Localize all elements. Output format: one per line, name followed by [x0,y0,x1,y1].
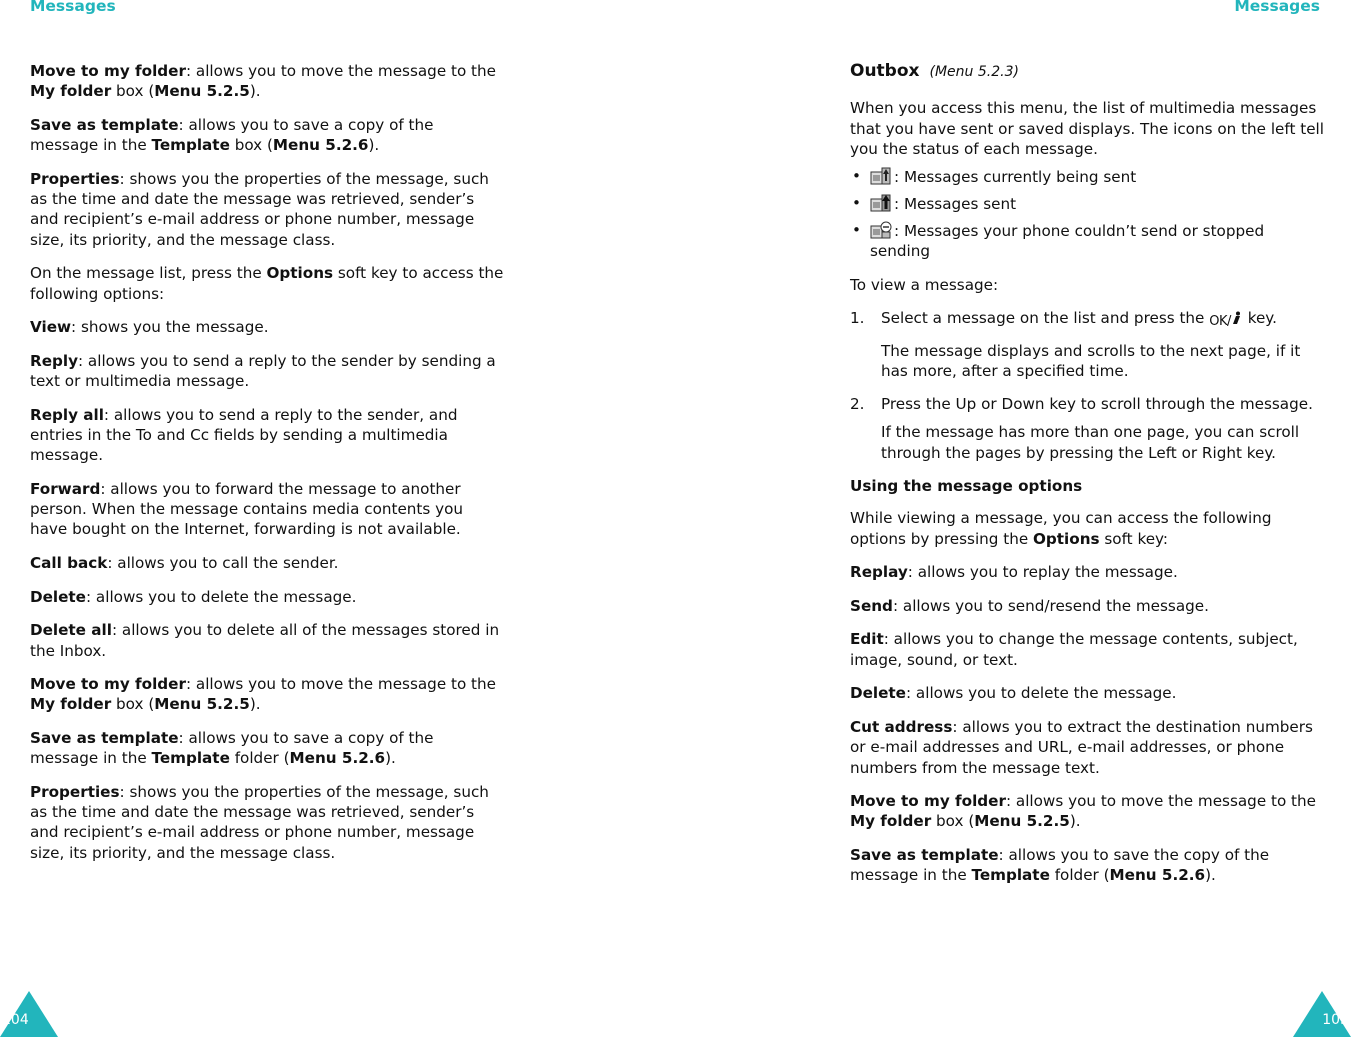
page-number-left: 104 [0,989,58,1037]
info-icon [1231,311,1243,325]
option-save-as-template-right: Save as template: allows you to save the copy of the message in the Template folder (Menu 5.2.6). [850,845,1270,885]
option-view: View: shows you the message. [30,318,269,337]
menu-reference: (Menu 5.2.3) [929,64,1019,80]
option-save-as-template-2: Save as template: allows you to save a copy of the message in the Template folder (Menu 5.2.6). [30,728,434,768]
option-delete-all: Delete all: allows you to delete all of the messages stored in the Inbox. [30,621,500,660]
right-page-body [850,61,1325,899]
left-page-body [30,61,505,876]
option-call-back: Call back: allows you to call the sender. [30,554,339,573]
options-intro-right: While viewing a message, you can access the following options by pressing the Options soft key: [850,509,1272,548]
status-icon-list [850,166,1325,261]
option-save-as-template: Save as template: allows you to save a copy of the message in the Template box (Menu 5.2.6). [30,115,434,155]
options-heading: Using the message options [850,477,1083,496]
list-item: 1. Select a message on the list and press the OK/ key. The message displays and scrolls to the next page, if it has more, after a specified time. [850,309,1301,380]
option-move-to-my-folder-2: Move to my folder: allows you to move the message to the My folder box (Menu 5.2.5). [30,675,496,714]
option-reply: Reply: allows you to send a reply to the sender by sending a text or multimedia message. [30,351,496,391]
list-item: • : Messages sent [852,194,1017,214]
option-properties-2: Properties: shows you the properties of the message, such as the time and date the message was retrieved, sender’s and recipient’s e-mail address or phone number, message size, its priority, and the message class. [30,782,489,862]
options-intro: On the message list, press the Options soft key to access the following options: [30,264,504,303]
outbox-title: Outbox [850,61,920,81]
option-replay: Replay: allows you to replay the message. [850,563,1178,582]
option-reply-all: Reply all: allows you to send a reply to the sender, and entries in the To and Cc fields by sending a multimedia message. [30,405,458,465]
ok-key: OK/ [1209,311,1243,332]
failed-send-icon [870,220,892,240]
running-header-right: Messages [1234,0,1320,15]
view-steps [850,308,1325,463]
option-delete: Delete: allows you to delete the message. [30,587,357,606]
sending-icon [870,166,892,186]
option-cut-address: Cut address: allows you to extract the destination numbers or e-mail addresses and URL, e-mail addresses, or phone numbers from the message text. [850,717,1313,777]
option-move-to-my-folder: Move to my folder: allows you to move the message to the My folder box (Menu 5.2.5). [30,62,496,101]
option-properties: Properties: shows you the properties of the message, such as the time and date the message was retrieved, sender’s and recipient’s e-mail address or phone number, message size, its priority, and the message class. [30,169,489,249]
running-header-left: Messages [30,0,116,15]
section-title [850,61,1325,82]
list-item: • : Messages your phone couldn’t send or stopped sending [852,221,1265,261]
option-edit: Edit: allows you to change the message contents, subject, image, sound, or text. [850,630,1298,669]
option-send: Send: allows you to send/resend the message. [850,596,1209,615]
list-item: 2. Press the Up or Down key to scroll through the message. If the message has more than one page, you can scroll through the pages by pressing the Left or Right key. [850,395,1313,462]
list-item: • : Messages currently being sent [852,167,1137,187]
outbox-intro: When you access this menu, the list of multimedia messages that you have sent or saved displays. The icons on the left tell you the status of each message. [850,99,1325,158]
option-move-to-my-folder-right: Move to my folder: allows you to move the message to the My folder box (Menu 5.2.5). [850,792,1316,831]
page-number-right: 105 [1293,989,1351,1037]
option-forward: Forward: allows you to forward the message to another person. When the message contains media contents you have bought on the Internet, forwarding is not available. [30,479,464,539]
view-intro: To view a message: [850,275,999,294]
sent-icon [870,193,892,213]
option-delete-right: Delete: allows you to delete the message. [850,684,1177,703]
